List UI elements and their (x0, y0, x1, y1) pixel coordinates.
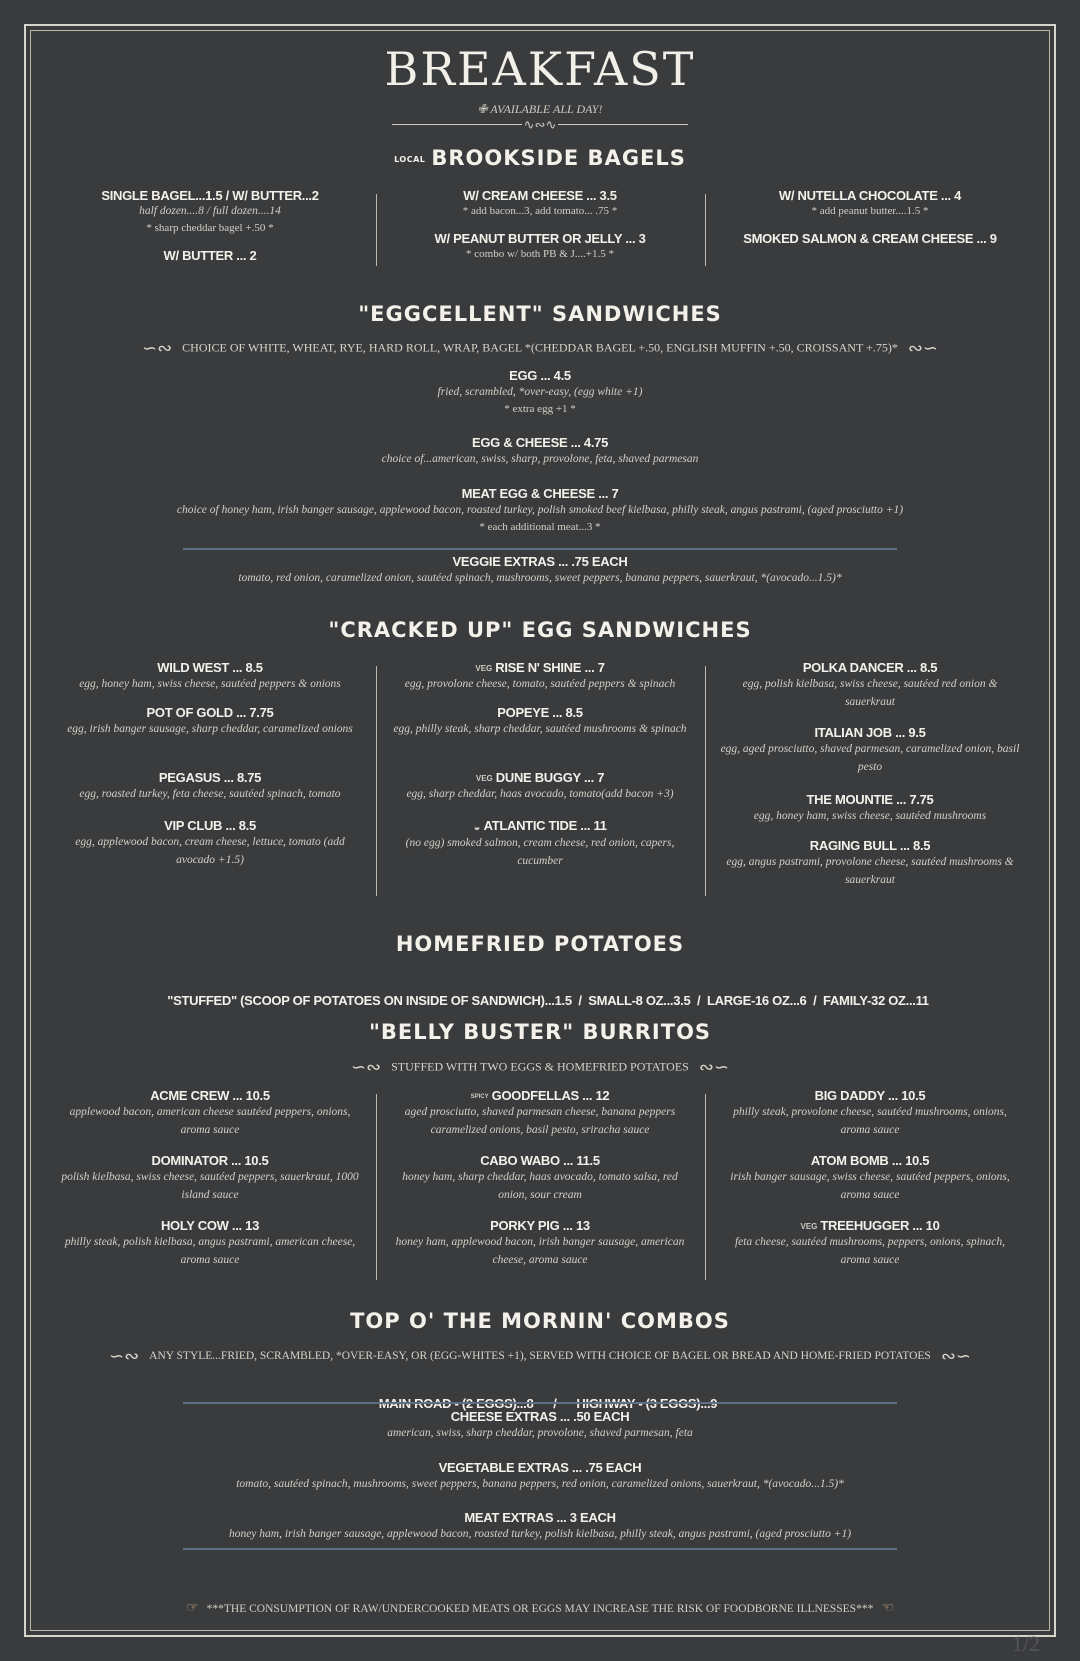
item-name: W/ PEANUT BUTTER OR JELLY ... 3 (434, 231, 646, 246)
flourish-icon: ∿∾∿ (523, 117, 557, 132)
pointing-hand-left-icon: ☜ (881, 1601, 894, 1616)
eggcellent-item-veggie (100, 554, 980, 587)
eggcellent-item-meat (100, 486, 980, 535)
cracked-col-3 (720, 660, 1020, 889)
potatoes-sizes: "STUFFED" (SCOOP OF POTATOES ON INSIDE OF SANDWICH)...1.5 / SMALL-8 OZ...3.5 / LARGE-16 OZ...6 / FAMILY-32 OZ...11 (167, 993, 929, 1008)
column-divider (376, 666, 377, 896)
item-name: W/ BUTTER ... 2 (163, 248, 257, 263)
veg-icon: VEG (475, 774, 493, 784)
bagels-col-1 (60, 188, 360, 263)
item-name: CHEESE EXTRAS ... .50 EACH (450, 1409, 630, 1424)
section-rule (183, 1402, 897, 1404)
item-name: BIG DADDY ... 10.5 (814, 1088, 926, 1103)
item-desc: honey ham, sharp cheddar, haas avocado, tomato salsa, red onion, sour cream (402, 1171, 678, 1201)
bagels-col-2 (390, 188, 690, 262)
item-name: ACME CREW ... 10.5 (150, 1088, 270, 1103)
swash-left-icon: ∽∾ (350, 1057, 382, 1077)
item-note: * sharp cheddar bagel +.50 * (146, 222, 274, 234)
item-name (390, 1088, 690, 1103)
item-note: * add bacon...3, add tomato... .75 * (462, 205, 618, 217)
swash-right-icon: ∾∽ (940, 1346, 971, 1366)
burritos-col-1 (60, 1088, 360, 1269)
bagels-heading (0, 146, 1080, 170)
column-divider (705, 666, 706, 896)
item-desc: irish banger sausage, swiss cheese, sautéed peppers, onions, aroma sauce (730, 1171, 1010, 1201)
item-name (390, 770, 690, 785)
item-name: CABO WABO ... 11.5 (480, 1153, 600, 1168)
item-desc: aged prosciutto, shaved parmesan cheese, banana peppers caramelized onions, basil pesto, sriracha sauce (404, 1106, 676, 1136)
item-desc: egg, angus pastrami, provolone cheese, sautéed mushrooms & sauerkraut (726, 856, 1014, 886)
item-name: WILD WEST ... 8.5 (157, 660, 263, 675)
item-name: SMOKED SALMON & CREAM CHEESE ... 9 (743, 231, 997, 246)
bread-choice-line (0, 338, 1080, 359)
available-all-day: ✙ AVAILABLE ALL DAY! (477, 102, 603, 116)
item-name: PEGASUS ... 8.75 (158, 770, 262, 785)
item-name: ATOM BOMB ... 10.5 (810, 1153, 930, 1168)
spicy-icon: SPICY (470, 1093, 489, 1100)
item-name: EGG & CHEESE ... 4.75 (471, 435, 609, 450)
item-desc: tomato, red onion, caramelized onion, sautéed spinach, mushrooms, sweet peppers, banana peppers, sauerkraut, *(avocado...1.5)* (238, 572, 842, 584)
item-desc: egg, aged prosciutto, shaved parmesan, caramelized onion, basil pesto (720, 743, 1020, 773)
swash-right-icon: ∾∽ (907, 338, 938, 358)
combos-sub-text: ANY STYLE...FRIED, SCRAMBLED, *OVER-EASY, OR (EGG-WHITES +1), SERVED WITH CHOICE OF BAGEL OR BREAD AND HOME-FRIED POTATOES (149, 1350, 931, 1363)
bread-choice-text: CHOICE OF WHITE, WHEAT, RYE, HARD ROLL, WRAP, BAGEL *(CHEDDAR BAGEL +.50, ENGLISH MUFFIN +.50, CROISSANT +.75)* (182, 340, 898, 355)
bagels-col-3 (720, 188, 1020, 246)
cracked-up-heading: "CRACKED UP" EGG SANDWICHES (328, 618, 752, 642)
page-number: 1/2 (1011, 1631, 1040, 1656)
item-name: THE MOUNTIE ... 7.75 (806, 792, 934, 807)
item-desc: egg, irish banger sausage, sharp cheddar, caramelized onions (67, 723, 353, 735)
item-desc: egg, sharp cheddar, haas avocado, tomato(add bacon +3) (406, 788, 674, 800)
seafood-icon: ◒ (473, 819, 481, 834)
swash-left-icon: ∽∾ (109, 1346, 140, 1366)
cracked-col-1 (60, 660, 360, 869)
cracked-col-2 (390, 660, 690, 870)
pointing-hand-right-icon: ☞ (186, 1601, 199, 1616)
item-name: MEAT EXTRAS ... 3 EACH (464, 1510, 616, 1525)
item-note: * add peanut butter....1.5 * (811, 205, 929, 217)
item-desc: choice of...american, swiss, sharp, provolone, feta, shaved parmesan (381, 453, 699, 465)
veg-icon: VEG (475, 664, 493, 674)
bagels-heading-text: BROOKSIDE BAGELS (431, 146, 686, 170)
item-desc: choice of honey ham, irish banger sausage, applewood bacon, roasted turkey, polish smoked beef kielbasa, philly steak, angus pastrami, (aged prosciutto +1) (176, 504, 904, 516)
item-name-text: RISE N' SHINE ... 7 (495, 660, 605, 675)
item-desc: half dozen....8 / full dozen....14 (139, 205, 281, 217)
local-tag: LOCAL (394, 154, 426, 164)
item-note: * combo w/ both PB & J....+1.5 * (466, 248, 614, 260)
page-title: BREAKFAST (384, 42, 696, 96)
item-name: DOMINATOR ... 10.5 (151, 1153, 269, 1168)
combos-sub (0, 1346, 1080, 1367)
item-note: * each additional meat...3 * (479, 521, 601, 533)
item-desc: egg, roasted turkey, feta cheese, sautéed spinach, tomato (79, 788, 341, 800)
item-name: PORKY PIG ... 13 (490, 1218, 590, 1233)
item-desc: (no egg) smoked salmon, cream cheese, red onion, capers, cucumber (405, 836, 675, 867)
item-name: W/ NUTELLA CHOCOLATE ... 4 (778, 188, 962, 203)
item-name: SINGLE BAGEL...1.5 / W/ BUTTER...2 (101, 188, 319, 203)
item-name: VEGGIE EXTRAS ... .75 EACH (452, 554, 628, 569)
item-name: VEGETABLE EXTRAS ... .75 EACH (438, 1460, 642, 1475)
item-name: RAGING BULL ... 8.5 (809, 838, 931, 853)
item-desc: applewood bacon, american cheese sautéed peppers, onions, aroma sauce (69, 1106, 351, 1136)
eggcellent-heading: "EGGCELLENT" SANDWICHES (358, 302, 722, 326)
item-name-text: POPEYE ... 8.5 (497, 705, 583, 720)
item-name: ITALIAN JOB ... 9.5 (814, 725, 926, 740)
burritos-col-2 (390, 1088, 690, 1269)
item-desc: american, swiss, sharp cheddar, provolone, shaved parmesan, feta (387, 1427, 693, 1439)
item-desc: feta cheese, sautéed mushrooms, peppers, onions, spinach, aroma sauce (734, 1236, 1006, 1266)
item-desc: philly steak, polish kielbasa, angus pastrami, american cheese, aroma sauce (64, 1236, 356, 1266)
item-name-text: ATLANTIC TIDE ... 11 (483, 818, 607, 833)
section-rule (183, 548, 897, 550)
item-name-text: GOODFELLAS ... 12 (491, 1088, 610, 1103)
item-name: HOLY COW ... 13 (160, 1218, 260, 1233)
item-name-text: TREEHUGGER ... 10 (820, 1218, 940, 1233)
item-name: POT OF GOLD ... 7.75 (146, 705, 274, 720)
burritos-col-3 (720, 1088, 1020, 1269)
item-desc: tomato, sautéed spinach, mushrooms, sweet peppers, banana peppers, red onion, caramelized onions, sauerkraut, *(avocado...1.5)* (236, 1478, 844, 1490)
veg-icon: VEG (800, 1222, 818, 1232)
item-desc: egg, provolone cheese, tomato, sautéed peppers & spinach (404, 678, 676, 690)
eggcellent-item-egg (140, 368, 940, 417)
column-divider (376, 1094, 377, 1280)
item-name-text: DUNE BUGGY ... 7 (495, 770, 605, 785)
potatoes-heading: HOMEFRIED POTATOES (395, 932, 685, 956)
item-name: VIP CLUB ... 8.5 (164, 818, 256, 833)
item-name (390, 660, 690, 675)
burritos-heading: "BELLY BUSTER" BURRITOS (368, 1020, 712, 1044)
eggcellent-item-egg-cheese (140, 435, 940, 468)
column-divider (376, 194, 377, 266)
item-note: * extra egg +1 * (504, 403, 576, 415)
column-divider (705, 1094, 706, 1280)
swash-right-icon: ∾∽ (698, 1057, 730, 1077)
section-rule (183, 1548, 897, 1550)
burritos-sub (0, 1057, 1080, 1078)
meat-extras (100, 1510, 980, 1543)
swash-left-icon: ∽∾ (142, 338, 173, 358)
item-name: POLKA DANCER ... 8.5 (802, 660, 938, 675)
item-name (390, 705, 690, 720)
burritos-sub-text: STUFFED WITH TWO EGGS & HOMEFRIED POTATOES (391, 1059, 689, 1074)
health-warning-text: ***THE CONSUMPTION OF RAW/UNDERCOOKED MEATS OR EGGS MAY INCREASE THE RISK OF FOODBORNE ILLNESSES*** (206, 1603, 874, 1615)
item-desc: egg, applewood bacon, cream cheese, lettuce, tomato (add avocado +1.5) (75, 836, 345, 866)
item-desc: egg, honey ham, swiss cheese, sautéed mushrooms (753, 810, 987, 822)
health-warning (0, 1600, 1080, 1617)
item-name: W/ CREAM CHEESE ... 3.5 (463, 188, 617, 203)
item-desc: philly steak, provolone cheese, sautéed mushrooms, onions, aroma sauce (733, 1106, 1007, 1136)
item-desc: egg, honey ham, swiss cheese, sautéed peppers & onions (79, 678, 341, 690)
combos-heading: TOP O' THE MORNIN' COMBOS (350, 1309, 730, 1333)
item-desc: honey ham, irish banger sausage, applewood bacon, roasted turkey, polish kielbasa, philly steak, angus pastrami, (aged prosciutto +1) (228, 1528, 852, 1540)
item-desc: honey ham, applewood bacon, irish banger sausage, american cheese, aroma sauce (395, 1236, 685, 1266)
item-name: MEAT EGG & CHEESE ... 7 (461, 486, 619, 501)
item-name (720, 1218, 1020, 1233)
cheese-extras (100, 1409, 980, 1442)
vegetable-extras (100, 1460, 980, 1493)
item-desc: polish kielbasa, swiss cheese, sautéed peppers, sauerkraut, 1000 island sauce (61, 1171, 359, 1201)
item-name: EGG ... 4.5 (509, 368, 571, 383)
item-desc: egg, philly steak, sharp cheddar, sautéed mushrooms & spinach (393, 723, 687, 735)
item-desc: fried, scrambled, *over-easy, (egg white +1) (437, 386, 643, 398)
item-desc: egg, polish kielbasa, swiss cheese, sautéed red onion & sauerkraut (742, 678, 998, 708)
item-name (390, 818, 690, 834)
column-divider (705, 194, 706, 266)
